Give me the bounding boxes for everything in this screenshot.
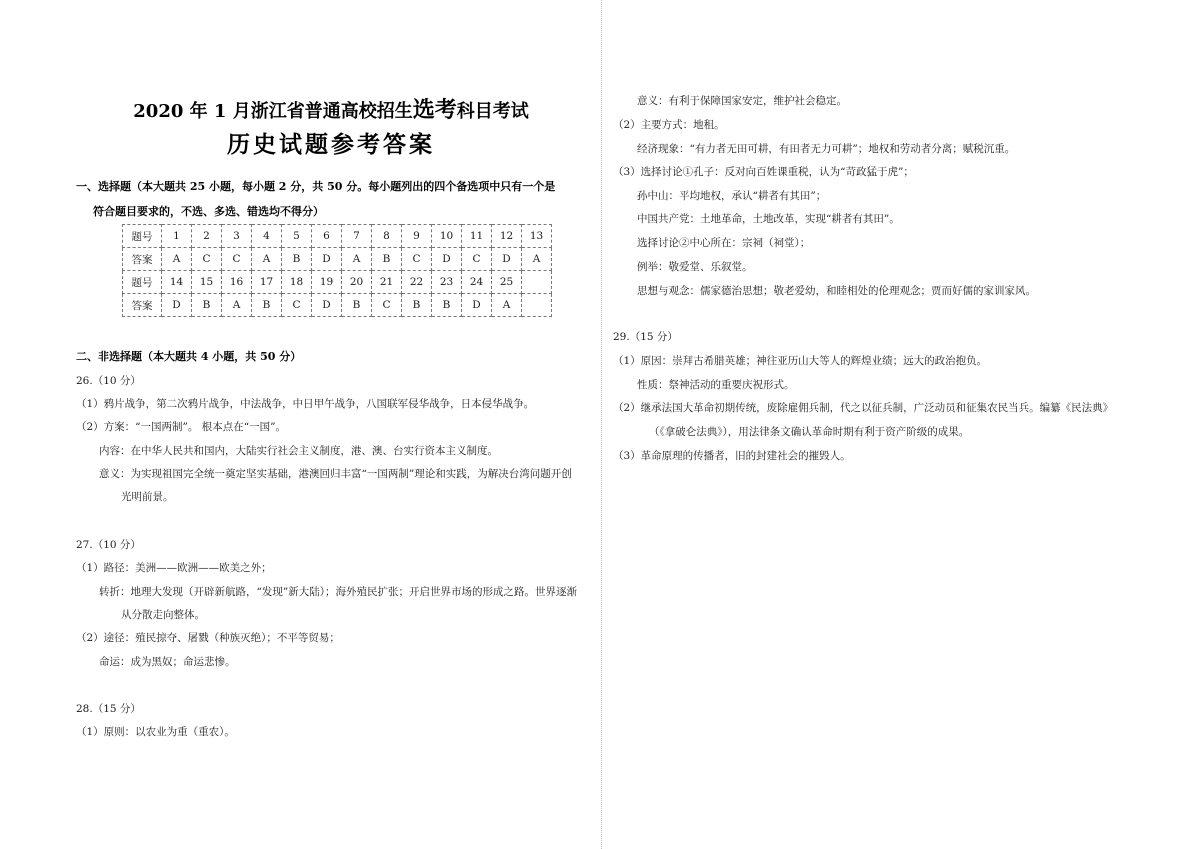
table-cell: 15 bbox=[192, 271, 222, 294]
table-cell: 22 bbox=[402, 271, 432, 294]
table-cell: 14 bbox=[162, 271, 192, 294]
q26-line5: 光明前景。 bbox=[121, 491, 174, 503]
exam-title bbox=[130, 93, 532, 124]
table-cell: B bbox=[402, 294, 432, 317]
table-cell: 20 bbox=[342, 271, 372, 294]
table-cell: A bbox=[522, 248, 552, 271]
table-cell bbox=[522, 294, 552, 317]
q26-label: 26.（10 分） bbox=[76, 375, 141, 387]
section1-heading-line1: 一、选择题（本大题共 25 小题，每小题 2 分，共 50 分。每小题列出的四个备选项中只有一个是 bbox=[76, 180, 556, 193]
answer-table bbox=[122, 224, 552, 317]
exam-title-emphasis: 选考 bbox=[412, 97, 457, 123]
table-cell: C bbox=[222, 248, 252, 271]
table-cell: 9 bbox=[402, 225, 432, 248]
q28-line6: 孙中山：平均地权，承认“耕者有其田”； bbox=[637, 190, 827, 202]
q27-line5: 命运：成为黑奴；命运悲惨。 bbox=[99, 656, 236, 668]
table-cell: 23 bbox=[432, 271, 462, 294]
q28-line8: 选择讨论②中心所在：宗祠（祠堂）； bbox=[637, 237, 811, 249]
q29-label: 29.（15 分） bbox=[613, 331, 678, 343]
table-cell: A bbox=[162, 248, 192, 271]
exam-title-part2: 科目考试 bbox=[456, 101, 529, 122]
table-cell: A bbox=[492, 294, 522, 317]
q26-line4: 意义：为实现祖国完全统一奠定坚实基础，港澳回归丰富“一国两制”理论和实践，为解决台湾问题开创 bbox=[99, 468, 572, 480]
page-divider bbox=[601, 0, 602, 849]
table-cell: C bbox=[282, 294, 312, 317]
q29-line3: （2）继承法国大革命初期传统，废除雇佣兵制，代之以征兵制，广泛动员和征集农民当兵。编纂《民法典》 bbox=[613, 402, 1114, 414]
table-cell: 25 bbox=[492, 271, 522, 294]
table-cell: B bbox=[432, 294, 462, 317]
table-cell: 13 bbox=[522, 225, 552, 248]
q29-line1: （1）原因：崇拜古希腊英雄；神往亚历山大等人的辉煌业绩；远大的政治抱负。 bbox=[613, 355, 988, 367]
q29-line4: （《拿破仑法典》），用法律条文确认革命时期有利于资产阶级的成果。 bbox=[649, 426, 970, 438]
table-cell: B bbox=[192, 294, 222, 317]
q28-line9: 例举：敬爱堂、乐叙堂。 bbox=[637, 261, 753, 273]
table-cell: C bbox=[372, 294, 402, 317]
table-cell: C bbox=[462, 248, 492, 271]
table-cell: 5 bbox=[282, 225, 312, 248]
table-cell: 1 bbox=[162, 225, 192, 248]
table-cell: 8 bbox=[372, 225, 402, 248]
table-cell: 2 bbox=[192, 225, 222, 248]
table-cell bbox=[522, 271, 552, 294]
table-cell: D bbox=[312, 248, 342, 271]
table-cell: 题号 bbox=[123, 225, 162, 248]
table-cell: 19 bbox=[312, 271, 342, 294]
q27-label: 27.（10 分） bbox=[76, 539, 141, 551]
table-cell: D bbox=[162, 294, 192, 317]
table-cell: 4 bbox=[252, 225, 282, 248]
q28-line3: （2）主要方式：地租。 bbox=[613, 119, 725, 131]
table-row bbox=[123, 225, 552, 248]
table-cell: 3 bbox=[222, 225, 252, 248]
table-cell: 24 bbox=[462, 271, 492, 294]
table-cell: D bbox=[432, 248, 462, 271]
q27-line1: （1）路径：美洲——欧洲——欧美之外； bbox=[76, 562, 272, 574]
q26-line3: 内容：在中华人民共和国内，大陆实行社会主义制度，港、澳、台实行资本主义制度。 bbox=[99, 445, 498, 457]
q28-line4: 经济现象：“有力者无田可耕，有田者无力可耕”；地权和劳动者分离；赋税沉重。 bbox=[637, 143, 1016, 155]
table-cell: 题号 bbox=[123, 271, 162, 294]
q27-line4: （2）途径：殖民掠夺、屠戮（种族灭绝）；不平等贸易； bbox=[76, 632, 340, 644]
table-row bbox=[123, 271, 552, 294]
table-row bbox=[123, 294, 552, 317]
table-cell: 6 bbox=[312, 225, 342, 248]
table-cell: A bbox=[342, 248, 372, 271]
table-cell: B bbox=[372, 248, 402, 271]
q28-line10: 思想与观念：儒家德治思想；敬老爱幼，和睦相处的伦理观念；贾而好儒的家训家风。 bbox=[637, 285, 1036, 297]
table-cell: 18 bbox=[282, 271, 312, 294]
table-cell: 答案 bbox=[123, 294, 162, 317]
q26-line2: （2）方案：“一国两制”。 根本点在“一国”。 bbox=[76, 421, 286, 433]
table-cell: A bbox=[252, 248, 282, 271]
q28-line5: （3）选择讨论①孔子：反对向百姓课重税，认为“苛政猛于虎”； bbox=[613, 166, 914, 178]
q28-line2: 意义：有利于保障国家安定，维护社会稳定。 bbox=[637, 95, 847, 107]
section1-heading-line2: 符合题目要求的，不选、多选、错选均不得分） bbox=[93, 205, 324, 218]
table-cell: B bbox=[252, 294, 282, 317]
table-cell: D bbox=[462, 294, 492, 317]
q29-line5: （3）革命原理的传播者，旧的封建社会的摧毁人。 bbox=[613, 450, 851, 462]
exam-title-part1: 2020 年 1 月浙江省普通高校招生 bbox=[133, 101, 413, 122]
table-cell: 17 bbox=[252, 271, 282, 294]
table-cell: 10 bbox=[432, 225, 462, 248]
table-cell: C bbox=[402, 248, 432, 271]
q27-line3: 从分散走向整体。 bbox=[121, 609, 205, 621]
table-cell: 11 bbox=[462, 225, 492, 248]
table-cell: B bbox=[282, 248, 312, 271]
table-cell: 7 bbox=[342, 225, 372, 248]
table-row bbox=[123, 248, 552, 271]
table-cell: 答案 bbox=[123, 248, 162, 271]
table-cell: A bbox=[222, 294, 252, 317]
table-cell: D bbox=[312, 294, 342, 317]
exam-subtitle: 历史试题参考答案 bbox=[227, 131, 435, 158]
q28-line1: （1）原则：以农业为重（重农）。 bbox=[76, 726, 235, 738]
q26-line1: （1）鸦片战争，第二次鸦片战争，中法战争，中日甲午战争，八国联军侵华战争，日本侵华战争。 bbox=[76, 398, 535, 410]
table-cell: C bbox=[192, 248, 222, 271]
table-cell: 21 bbox=[372, 271, 402, 294]
q28-line7: 中国共产党：土地革命，土地改革，实现“耕者有其田”。 bbox=[637, 213, 900, 225]
table-cell: B bbox=[342, 294, 372, 317]
table-cell: 12 bbox=[492, 225, 522, 248]
section2-heading: 二、非选择题（本大题共 4 小题，共 50 分） bbox=[76, 350, 302, 363]
q28-label: 28.（15 分） bbox=[76, 703, 141, 715]
table-cell: D bbox=[492, 248, 522, 271]
table-cell: 16 bbox=[222, 271, 252, 294]
q27-line2: 转折：地理大发现（开辟新航路，“发现”新大陆）；海外殖民扩张；开启世界市场的形成之路。世界逐渐 bbox=[99, 586, 577, 598]
q29-line2: 性质：祭神活动的重要庆祝形式。 bbox=[637, 379, 795, 391]
